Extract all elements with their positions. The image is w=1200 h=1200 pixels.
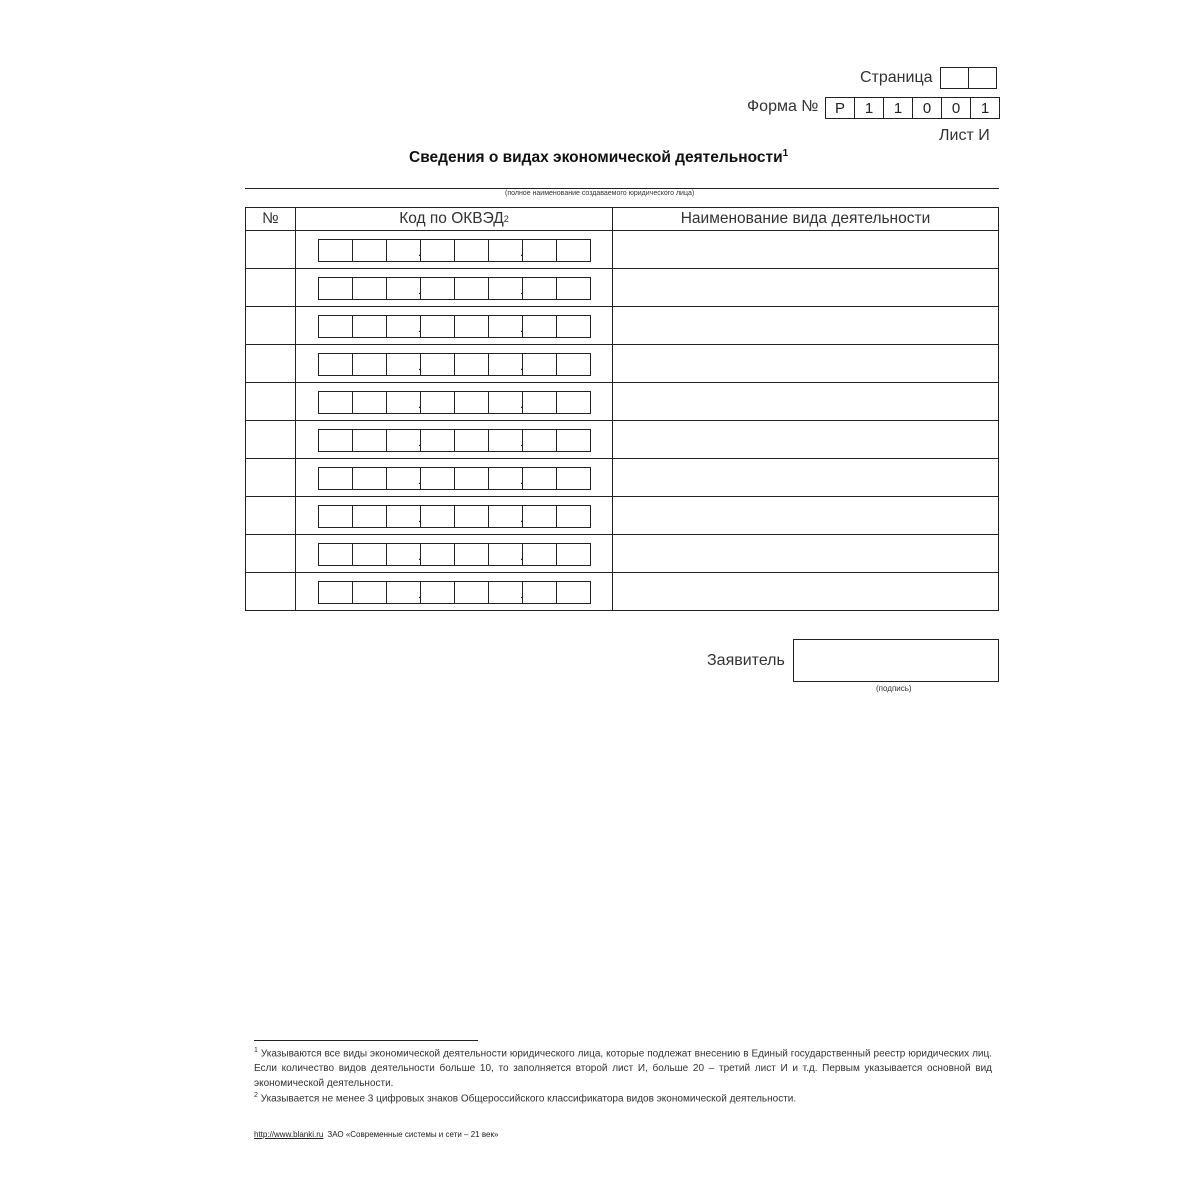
page-cell[interactable] [968,67,997,89]
table-row [246,344,998,382]
okved-digit-box[interactable] [352,505,387,528]
okved-digit-box[interactable] [420,315,455,338]
okved-digit-box[interactable] [522,467,557,490]
okved-digit-box[interactable] [318,277,353,300]
okved-digit-box[interactable] [352,277,387,300]
okved-digit-box[interactable] [318,505,353,528]
okved-digit-box[interactable] [420,467,455,490]
okved-code-boxes [319,505,591,528]
row-number-cell[interactable] [246,535,296,572]
okved-digit-box[interactable] [318,581,353,604]
form-number-cell: 1 [883,97,913,119]
okved-digit-box[interactable] [386,505,421,528]
okved-digit-box[interactable] [488,429,523,452]
form-number-cell: 1 [970,97,1000,119]
okved-digit-box[interactable] [386,581,421,604]
table-row [246,268,998,306]
activity-name-cell[interactable] [613,307,998,344]
okved-code-boxes [319,581,591,604]
activity-name-cell[interactable] [613,383,998,420]
okved-code-cell [296,231,613,268]
row-number-cell[interactable] [246,421,296,458]
okved-digit-box[interactable] [352,239,387,262]
header-name: Наименование вида деятельности [680,210,931,227]
okved-code-boxes [319,315,591,338]
form-number-cell: 0 [941,97,971,119]
activity-name-cell[interactable] [613,573,998,610]
header-code-text: Код по ОКВЭД [399,210,504,227]
okved-digit-box[interactable] [318,429,353,452]
row-number-cell[interactable] [246,573,296,610]
signature-field[interactable] [793,639,999,682]
okved-digit-box[interactable] [352,581,387,604]
org-name-caption: (полное наименование создаваемого юридического лица) [505,190,695,197]
okved-digit-box[interactable] [454,581,489,604]
footnote-2-mark: 2 [254,1092,258,1099]
okved-code-boxes [319,239,591,262]
form-number-cell: 0 [912,97,942,119]
row-number-cell[interactable] [246,345,296,382]
okved-digit-box[interactable] [522,581,557,604]
okved-digit-box[interactable] [352,543,387,566]
page-title-text: Сведения о видах экономической деятельности [409,149,783,167]
okved-digit-box[interactable] [386,429,421,452]
okved-digit-box[interactable] [556,315,591,338]
form-label: Форма № [747,98,819,115]
page-footer [254,1130,498,1139]
okved-digit-box[interactable] [420,239,455,262]
activity-name-cell[interactable] [613,231,998,268]
okved-digit-box[interactable] [556,581,591,604]
okved-digit-box[interactable] [556,543,591,566]
activity-name-cell[interactable] [613,421,998,458]
page-number-cells[interactable] [941,67,997,89]
okved-digit-box[interactable] [522,391,557,414]
okved-digit-box[interactable] [386,277,421,300]
okved-digit-box[interactable] [488,543,523,566]
row-number-cell[interactable] [246,383,296,420]
org-name-line[interactable] [245,188,999,189]
okved-digit-box[interactable] [420,429,455,452]
okved-digit-box[interactable] [454,315,489,338]
okved-digit-box[interactable] [454,429,489,452]
table-body [246,230,998,610]
okved-code-cell [296,383,613,420]
okved-digit-box[interactable] [556,467,591,490]
footnote-1-text: Указываются все виды экономической деятельности юридического лица, которые подлежат внесению в Единый государственный реестр юридических лиц. Если количество видов деятельности больше 10, то заполняется второй лист И, больше 20 – третий лист И и т.д. Первым указывается основной вид экономической деятельности. [254,1048,992,1090]
okved-digit-box[interactable] [352,353,387,376]
table-row [246,382,998,420]
okved-digit-box[interactable] [454,391,489,414]
okved-digit-box[interactable] [556,429,591,452]
okved-code-boxes [319,543,591,566]
footer-link[interactable]: http://www.blanki.ru [254,1130,324,1139]
okved-digit-box[interactable] [352,391,387,414]
table-row [246,534,998,572]
okved-code-boxes [319,353,591,376]
row-number-cell[interactable] [246,269,296,306]
row-number-cell[interactable] [246,307,296,344]
form-number-cells [826,97,1000,119]
page-label: Страница [860,69,933,86]
okved-digit-box[interactable] [318,543,353,566]
footnote-1 [254,1043,992,1091]
activities-table [245,207,999,611]
form-number-cell: Р [825,97,855,119]
activity-name-cell[interactable] [613,269,998,306]
okved-digit-box[interactable] [522,429,557,452]
footnote-separator [254,1040,478,1041]
okved-code-cell [296,573,613,610]
okved-code-cell [296,269,613,306]
footnote-2 [254,1088,992,1106]
okved-digit-box[interactable] [488,239,523,262]
okved-digit-box[interactable] [488,505,523,528]
okved-code-boxes [319,429,591,452]
table-row [246,458,998,496]
okved-digit-box[interactable] [386,391,421,414]
okved-digit-box[interactable] [318,315,353,338]
okved-digit-box[interactable] [420,391,455,414]
okved-digit-box[interactable] [488,581,523,604]
activity-name-cell[interactable] [613,345,998,382]
applicant-label: Заявитель [707,652,785,669]
okved-code-cell [296,459,613,496]
okved-code-cell [296,307,613,344]
okved-code-cell [296,497,613,534]
footer-company: ЗАО «Современные системы и сети – 21 век» [327,1130,499,1139]
okved-digit-box[interactable] [318,391,353,414]
okved-digit-box[interactable] [556,239,591,262]
form-number-cell: 1 [854,97,884,119]
okved-digit-box[interactable] [522,353,557,376]
sheet-label: Лист И [939,127,990,144]
page-cell[interactable] [940,67,969,89]
okved-digit-box[interactable] [420,505,455,528]
page-title [409,148,788,167]
okved-digit-box[interactable] [352,467,387,490]
okved-digit-box[interactable] [556,277,591,300]
activity-name-cell[interactable] [613,535,998,572]
okved-digit-box[interactable] [454,505,489,528]
header-code-footnote-mark: 2 [503,214,509,224]
okved-digit-box[interactable] [522,505,557,528]
table-row [246,230,998,268]
okved-digit-box[interactable] [556,391,591,414]
okved-digit-box[interactable] [386,467,421,490]
okved-digit-box[interactable] [556,505,591,528]
okved-code-boxes [319,467,591,490]
okved-digit-box[interactable] [420,543,455,566]
okved-digit-box[interactable] [522,277,557,300]
okved-code-cell [296,345,613,382]
header-code [296,208,613,230]
okved-digit-box[interactable] [556,353,591,376]
okved-digit-box[interactable] [352,429,387,452]
okved-digit-box[interactable] [318,467,353,490]
okved-digit-box[interactable] [488,277,523,300]
okved-digit-box[interactable] [420,277,455,300]
okved-digit-box[interactable] [420,353,455,376]
footnote-2-text: Указывается не менее 3 цифровых знаков Общероссийского классификатора видов экономической деятельности. [260,1093,797,1105]
row-number-cell[interactable] [246,497,296,534]
okved-digit-box[interactable] [488,391,523,414]
signature-caption: (подпись) [876,684,912,693]
row-number-cell[interactable] [246,231,296,268]
okved-digit-box[interactable] [488,467,523,490]
okved-digit-box[interactable] [454,543,489,566]
okved-digit-box[interactable] [454,277,489,300]
okved-digit-box[interactable] [522,239,557,262]
okved-digit-box[interactable] [386,239,421,262]
table-row [246,306,998,344]
okved-code-cell [296,421,613,458]
activity-name-cell[interactable] [613,459,998,496]
okved-digit-box[interactable] [318,353,353,376]
table-row [246,572,998,610]
okved-digit-box[interactable] [488,315,523,338]
okved-digit-box[interactable] [454,239,489,262]
okved-digit-box[interactable] [420,581,455,604]
okved-digit-box[interactable] [318,239,353,262]
okved-digit-box[interactable] [522,315,557,338]
table-header-row [246,208,998,230]
table-row [246,420,998,458]
okved-digit-box[interactable] [488,353,523,376]
footnote-1-mark: 1 [254,1047,258,1054]
title-footnote-mark: 1 [782,148,789,159]
okved-code-boxes [319,391,591,414]
row-number-cell[interactable] [246,459,296,496]
header-num: № [246,208,296,230]
okved-code-boxes [319,277,591,300]
okved-digit-box[interactable] [352,315,387,338]
okved-digit-box[interactable] [454,467,489,490]
okved-digit-box[interactable] [522,543,557,566]
okved-digit-box[interactable] [386,353,421,376]
okved-digit-box[interactable] [386,543,421,566]
activity-name-cell[interactable] [613,497,998,534]
table-row [246,496,998,534]
okved-code-cell [296,535,613,572]
okved-digit-box[interactable] [386,315,421,338]
okved-digit-box[interactable] [454,353,489,376]
